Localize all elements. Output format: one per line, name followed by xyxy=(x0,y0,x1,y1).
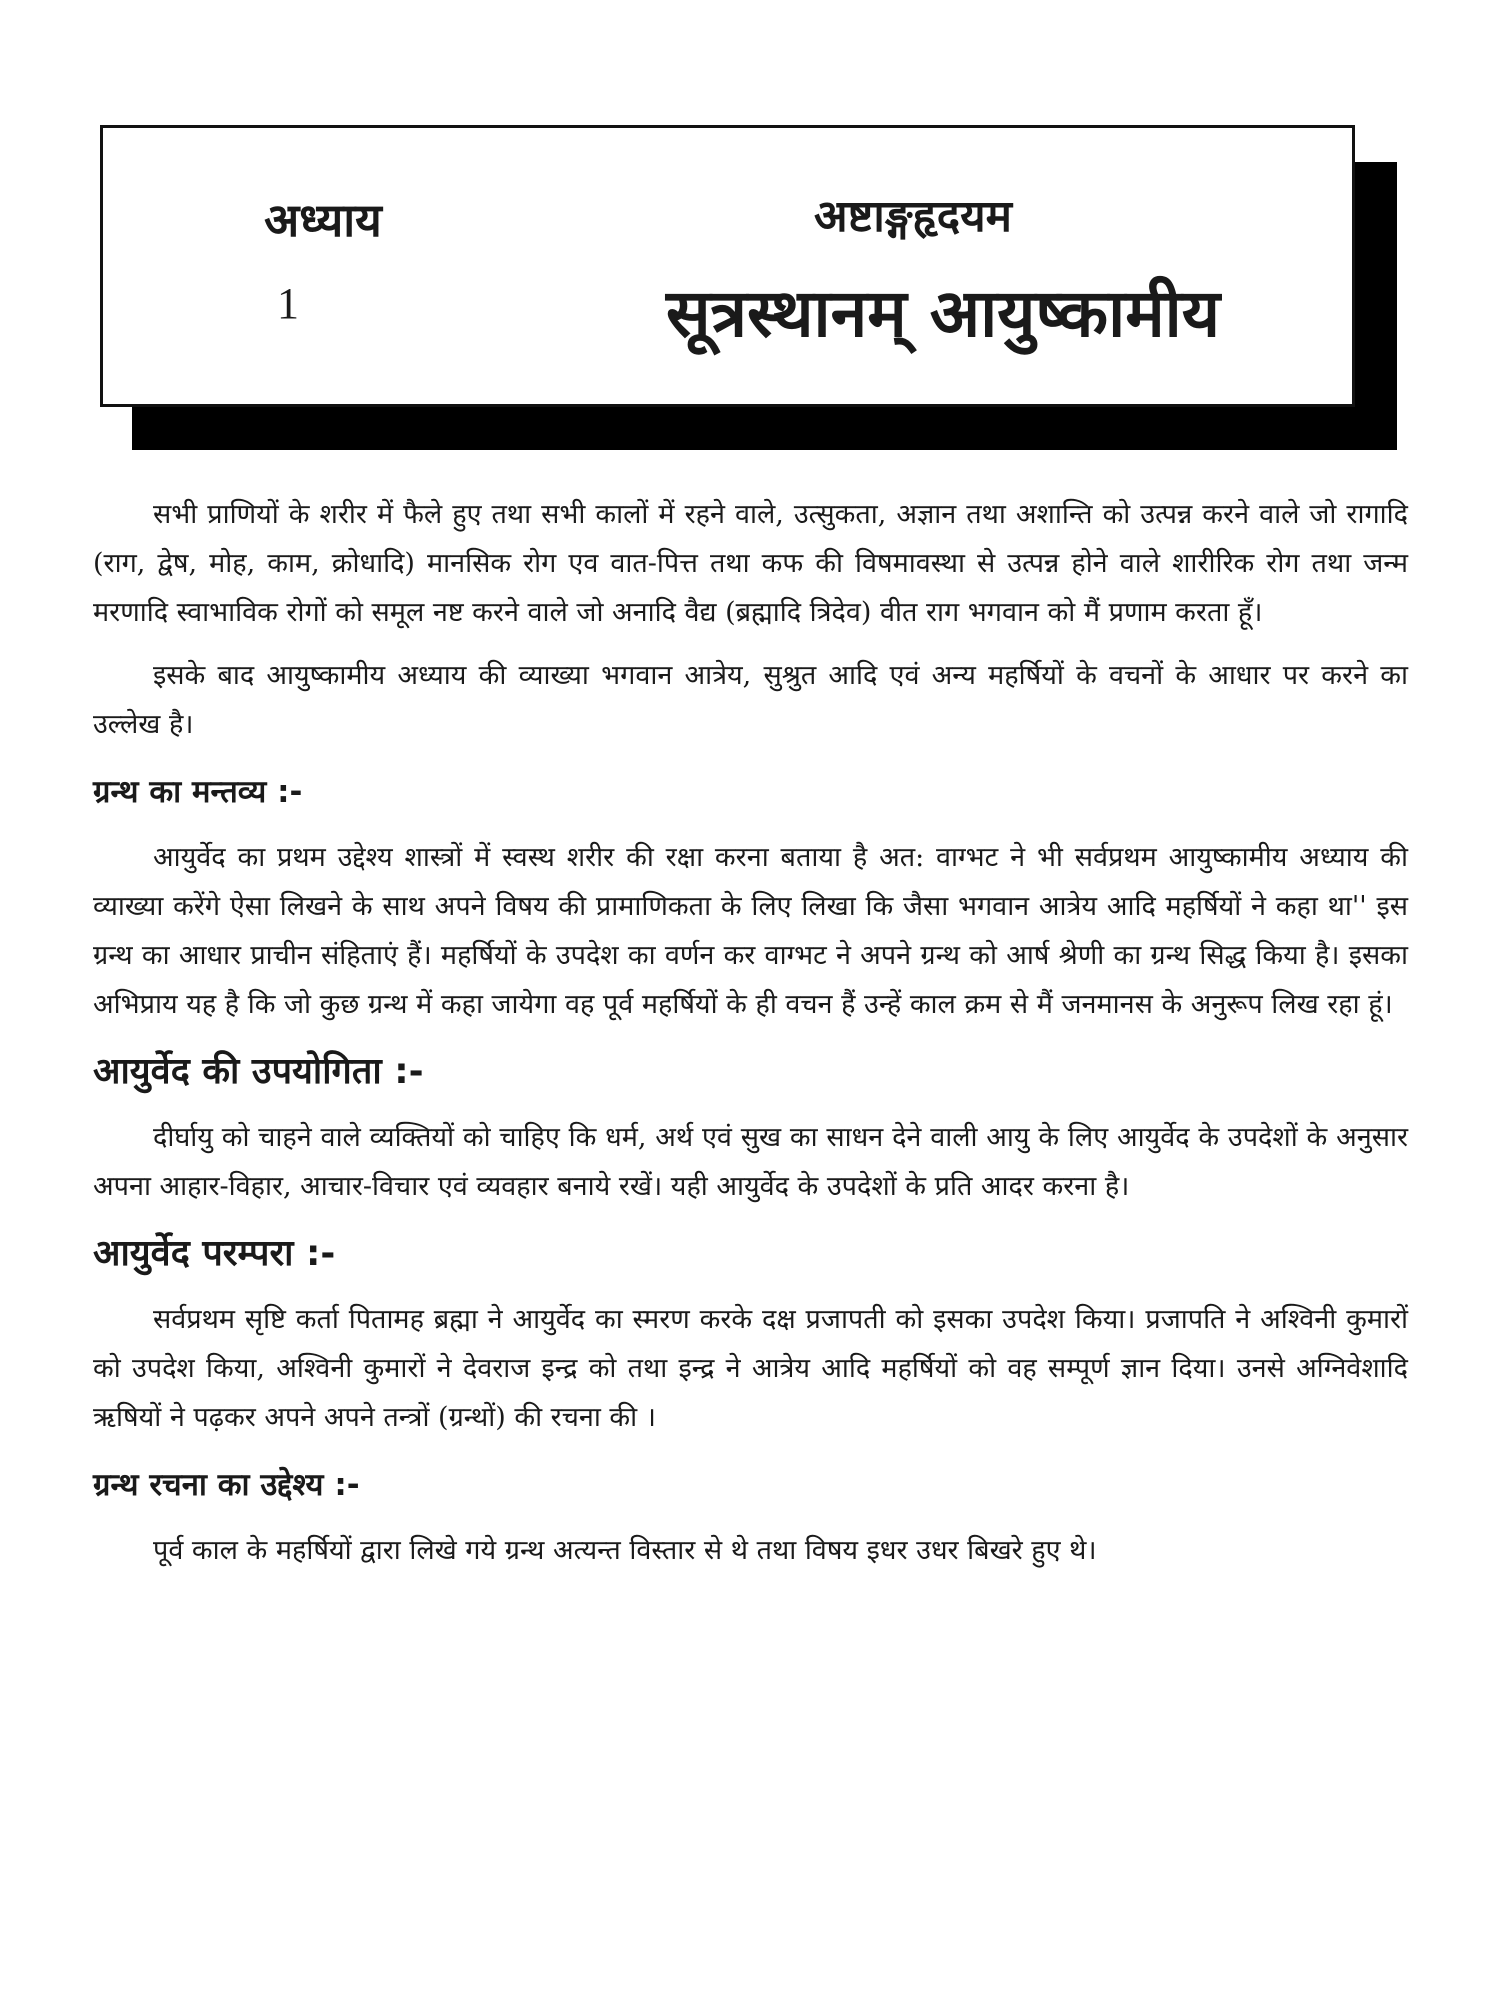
chapter-label: अध्याय xyxy=(264,193,382,247)
section-heading-granth-rachna: ग्रन्थ रचना का उद्देश्य :- xyxy=(93,1467,360,1503)
section-heading-ayurved-upyogita: आयुर्वेद की उपयोगिता :- xyxy=(93,1051,424,1092)
section-heading-granth-mantavya: ग्रन्थ का मन्तव्य :- xyxy=(93,774,303,810)
chapter-number: 1 xyxy=(277,279,299,328)
section-paragraph-ayurved-parampara: सर्वप्रथम सृष्टि कर्ता पितामह ब्रह्मा ने आयुर्वेद का स्मरण करके दक्ष प्रजापती को इसका उपदेश किया। प्रजापति ने अश्विनी कुमारों को उपदेश किया, अश्विनी कुमारों ने देवराज इन्द्र को तथा इन्द्र ने आत्रेय आदि महर्षियों को वह सम्पूर्ण ज्ञान दिया। उनसे अग्निवेशादि ऋषियों ने पढ़कर अपने अपने तन्त्रों (ग्रन्थों) की रचना की । xyxy=(93,1304,1408,1433)
section-paragraph-granth-rachna: पूर्व काल के महर्षियों द्वारा लिखे गये ग्रन्थ अत्यन्त विस्तार से थे तथा विषय इधर उधर बिखरे हुए थे। xyxy=(153,1535,1097,1566)
intro-paragraph-2: इसके बाद आयुष्कामीय अध्याय की व्याख्या भगवान आत्रेय, सुश्रुत आदि एवं अन्य महर्षियों के वचनों के आधार पर करने का उल्लेख है। xyxy=(93,660,1408,740)
chapter-header-box xyxy=(100,125,1355,407)
section-paragraph-granth-mantavya: आयुर्वेद का प्रथम उद्देश्य शास्त्रों में स्वस्थ शरीर की रक्षा करना बताया है अत: वाग्भट ने भी सर्वप्रथम आयुष्कामीय अध्याय की व्याख्या करेंगे ऐसा लिखने के साथ अपने विषय की प्रामाणिकता के लिए लिखा कि जैसा भगवान आत्रेय आदि महर्षियों ने कहा था'' इस ग्रन्थ का आधार प्राचीन संहिताएं हैं। महर्षियों के उपदेश का वर्णन कर वाग्भट ने अपने ग्रन्थ को आर्ष श्रेणी का ग्रन्थ सिद्ध किया है। इसका अभिप्राय यह है कि जो कुछ ग्रन्थ में कहा जायेगा वह पूर्व महर्षियों के ही वचन हैं उन्हें काल क्रम से मैं जनमानस के अनुरूप लिख रहा हूं। xyxy=(93,842,1408,1020)
chapter-title: सूत्रस्थानम् आयुष्कामीय xyxy=(665,275,1221,352)
page-content xyxy=(93,490,1408,1589)
intro-paragraph-1: सभी प्राणियों के शरीर में फैले हुए तथा सभी कालों में रहने वाले, उत्सुकता, अज्ञान तथा अशान्ति को उत्पन्न करने वाले जो रागादि (राग, द्वेष, मोह, काम, क्रोधादि) मानसिक रोग एव वात-पित्त तथा कफ की विषमावस्था से उत्पन्न होने वाले शारीरिक रोग तथा जन्म मरणादि स्वाभाविक रोगों को समूल नष्ट करने वाले जो अनादि वैद्य (ब्रह्मादि त्रिदेव) वीत राग भगवान को मैं प्रणाम करता हूँ। xyxy=(93,499,1408,628)
section-heading-ayurved-parampara: आयुर्वेद परम्परा :- xyxy=(93,1233,336,1274)
book-title: अष्टाङ्गहृदयम xyxy=(814,191,1012,242)
section-paragraph-ayurved-upyogita: दीर्घायु को चाहने वाले व्यक्तियों को चाहिए कि धर्म, अर्थ एवं सुख का साधन देने वाली आयु के लिए आयुर्वेद के उपदेशों के अनुसार अपना आहार-विहार, आचार-विचार एवं व्यवहार बनाये रखें। यही आयुर्वेद के उपदेशों के प्रति आदर करना है। xyxy=(93,1122,1408,1202)
